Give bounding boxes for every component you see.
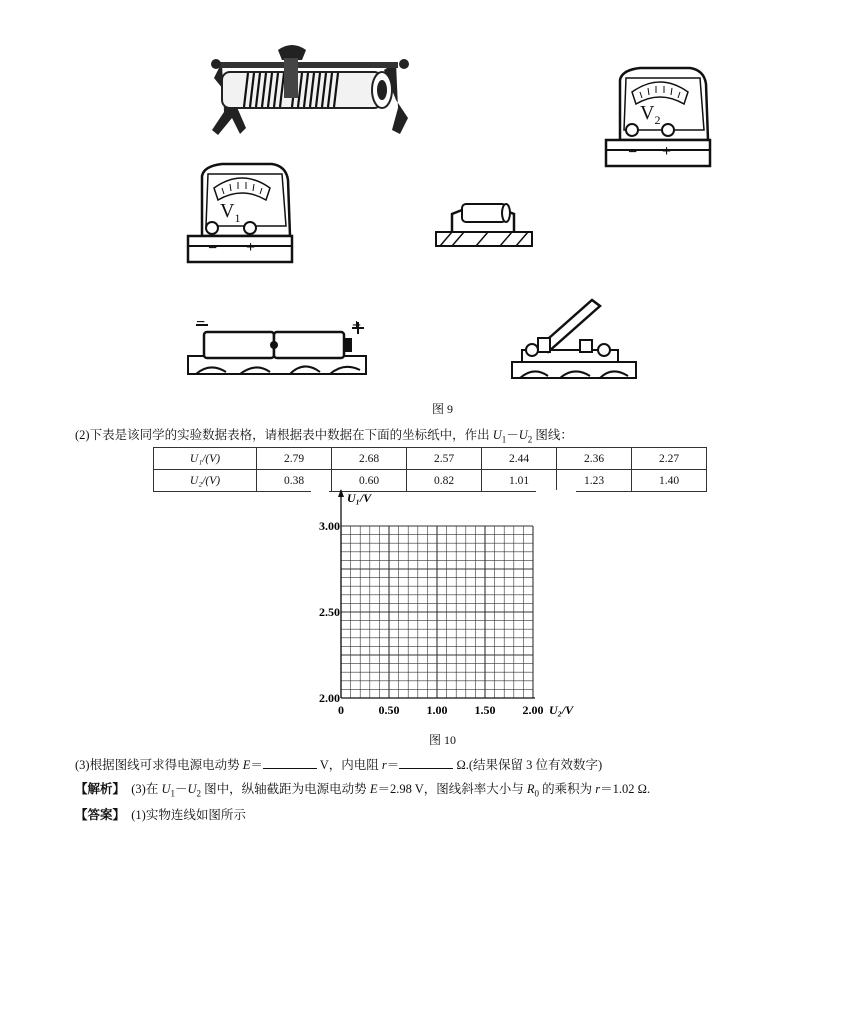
question-3-text [75, 755, 602, 773]
table-cell: 2.36 [557, 448, 632, 470]
resistor-drawing [436, 204, 532, 246]
row-header-u1: U₁/(V) [154, 448, 257, 470]
analysis-text-e: ＝1.02 Ω. [600, 782, 651, 796]
figure-10-caption: 图 10 [429, 733, 457, 747]
analysis-dash: － [175, 782, 188, 796]
analysis-r0-sub: 0 [534, 788, 540, 799]
v2-plus-terminal: + [662, 143, 672, 160]
q2-u2: U [518, 428, 528, 442]
v1-letter: V [220, 200, 235, 222]
table-cell: 1.40 [632, 470, 707, 492]
y-tick-label: 2.00 [319, 691, 340, 705]
q2-u2-sub: 2 [527, 434, 533, 445]
figure-10-graph [300, 488, 600, 728]
table-cell: 2.27 [632, 448, 707, 470]
analysis-text-b: 图中，纵轴截距为电源电动势 [201, 782, 370, 796]
x-axis-label: U₂/V [549, 703, 574, 717]
q2-suffix: 图线： [532, 428, 573, 442]
v2-minus-terminal: − [628, 144, 638, 161]
analysis-tag: 【解析】 [75, 782, 126, 796]
table-cell: 0.38 [257, 470, 332, 492]
answer-body: (1)实物连线如图所示 [131, 808, 246, 822]
q3-text-c: V，内电阻 [316, 758, 382, 772]
battery-pack-drawing [188, 322, 366, 374]
knife-switch-drawing [512, 300, 636, 378]
y-axis-label: U₁/V [347, 491, 372, 505]
answer-text [75, 805, 246, 823]
analysis-text-a: (3)在 [131, 782, 162, 796]
q3-e-symbol: E [242, 758, 251, 772]
data-table [153, 447, 707, 492]
v2-letter: V [640, 102, 655, 124]
q2-u1-sub: 1 [501, 434, 507, 445]
battery-plus-terminal: + [352, 317, 362, 334]
table-cell: 0.82 [407, 470, 482, 492]
answer-tag: 【答案】 [75, 808, 126, 822]
table-cell: 1.01 [482, 470, 557, 492]
q2-prefix: (2)下表是该同学的实验数据表格，请根据表中数据在下面的坐标纸中，作出 [75, 428, 493, 442]
v1-subscript: 1 [234, 211, 241, 225]
analysis-e-symbol: E [369, 782, 378, 796]
emf-answer-blank[interactable] [263, 757, 317, 769]
x-tick-label: 2.00 [522, 703, 544, 717]
analysis-text-c: ＝2.98 V，图线斜率大小与 [377, 782, 527, 796]
analysis-r-symbol: r [595, 782, 601, 796]
y-tick-label: 3.00 [319, 519, 340, 533]
q2-dash: － [506, 428, 519, 442]
y-axis-arrow [338, 489, 344, 497]
v1-plus-terminal: + [246, 239, 256, 256]
x-tick-label: 1.00 [426, 703, 448, 717]
table-cell: 1.23 [557, 470, 632, 492]
v1-label [220, 200, 240, 226]
q3-equals-2: ＝ [386, 758, 400, 772]
table-cell: 0.60 [332, 470, 407, 492]
table-cell: 2.68 [332, 448, 407, 470]
q2-u1: U [492, 428, 502, 442]
q3-equals-1: ＝ [250, 758, 263, 772]
analysis-text-d: 的乘积为 [539, 782, 596, 796]
table-row-u1 [154, 448, 707, 470]
v2-label [640, 102, 660, 128]
x-tick-label: 0.50 [378, 703, 400, 717]
q3-r-symbol: r [381, 758, 387, 772]
q3-text-e: Ω.(结果保留 3 位有效数字) [453, 758, 603, 772]
analysis-r0-symbol: R [526, 782, 535, 796]
v1-minus-terminal: − [208, 240, 218, 257]
rheostat-drawing [211, 45, 409, 135]
analysis-u2: U [187, 782, 197, 796]
battery-minus-terminal: − [196, 314, 206, 331]
q3-text-a: (3)根据图线可求得电源电动势 [75, 758, 243, 772]
x-tick-label: 0 [338, 703, 344, 717]
table-cell: 2.44 [482, 448, 557, 470]
x-tick-label: 1.50 [474, 703, 496, 717]
figure-9-caption: 图 9 [432, 402, 454, 416]
question-2-text [75, 425, 573, 445]
table-cell: 2.57 [407, 448, 482, 470]
row-header-u2: U₂/(V) [154, 470, 257, 492]
resistance-answer-blank[interactable] [399, 757, 453, 769]
v2-subscript: 2 [654, 113, 661, 127]
table-cell: 2.79 [257, 448, 332, 470]
analysis-u2-sub: 2 [196, 788, 202, 799]
analysis-text [75, 779, 650, 799]
y-tick-label: 2.50 [319, 605, 340, 619]
figure-9-apparatus [0, 0, 860, 400]
analysis-u1-sub: 1 [170, 788, 175, 799]
analysis-u1: U [161, 782, 171, 796]
